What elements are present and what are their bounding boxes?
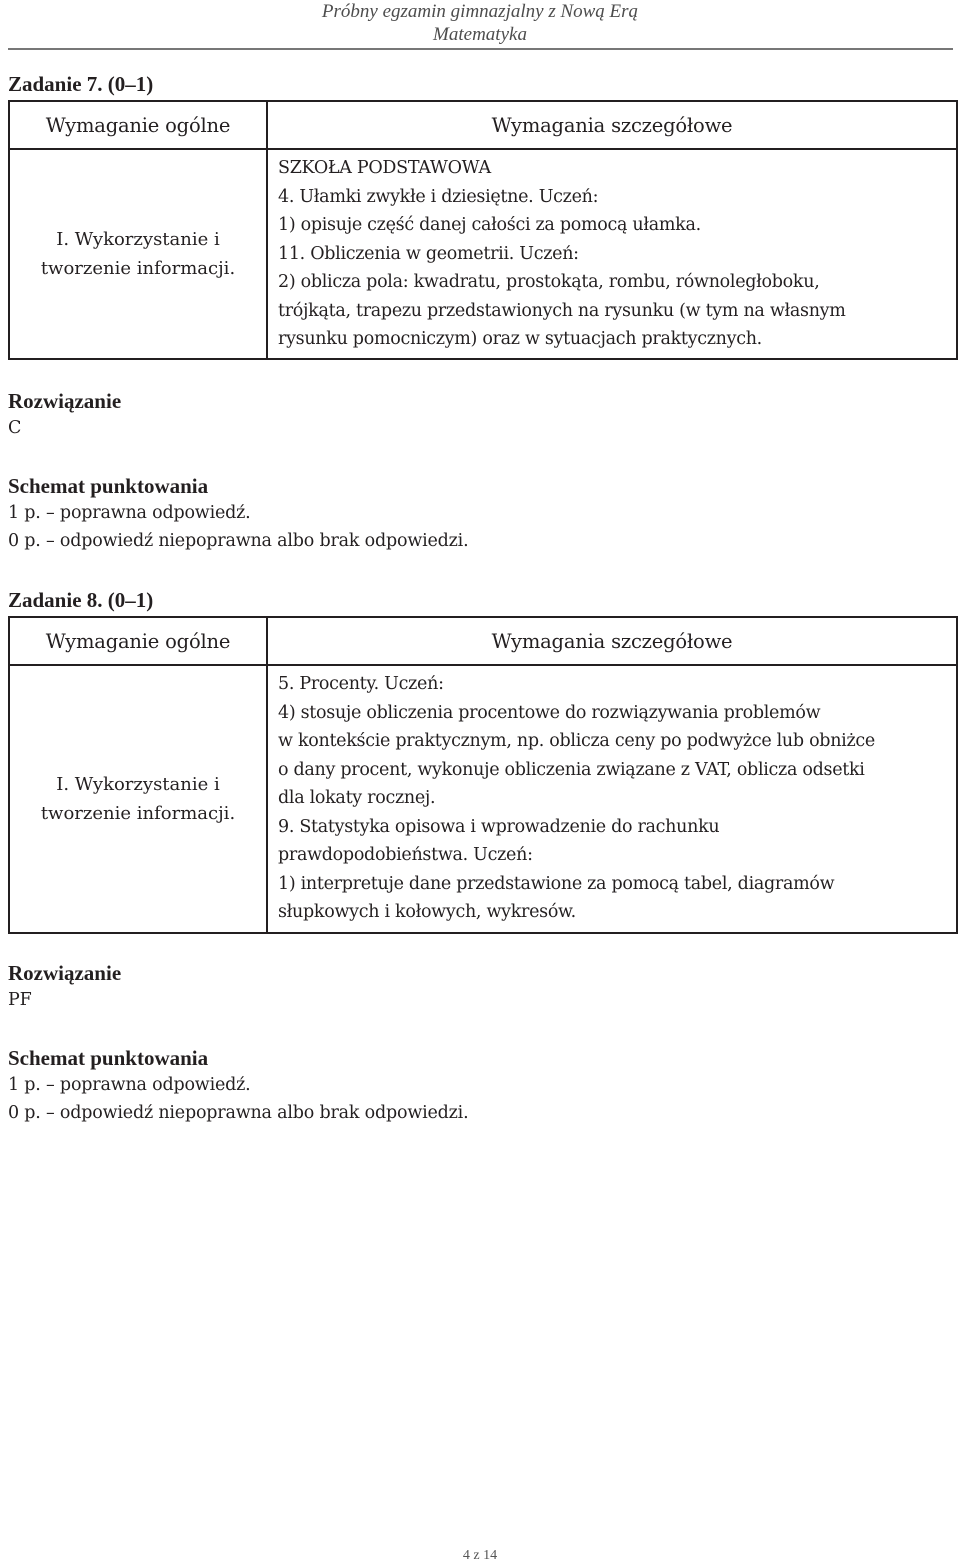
page-number: 4 z 14 [462,1548,498,1563]
solution-label: Rozwiązanie [8,389,122,413]
task-7-scoring [8,473,468,555]
task-7-requirements-table [8,100,958,360]
column-header-detailed: Wymagania szczegółowe [267,101,957,149]
task-7-title: Zadanie 7. (0–1) [8,72,154,96]
column-header-general: Wymaganie ogólne [9,101,267,149]
scoring-line: 0 p. – odpowiedź niepoprawna albo brak odpowiedzi. [8,1103,469,1123]
detailed-requirements: 5. Procenty. Uczeń: 4) stosuje obliczenia procentowe do rozwiązywania problemów w kontekście praktycznym, np. oblicza ceny po podwyżce lub obniżce o dany procent, wykonuje obliczenia związane z VAT, oblicza odsetki dla lokaty rocznej. 9. Statystyka opisowa i wprowadzenie do rachunku prawdopodobieństwa. Uczeń: 1) interpretuje dane przedstawione za pomocą tabel, diagramów słupkowych i kołowych, wykresów. [267,665,957,933]
header-divider [8,48,953,50]
scoring-label: Schemat punktowania [8,474,209,498]
general-requirement: I. Wykorzystanie i tworzenie informacji. [9,149,267,359]
solution-answer: C [8,418,22,438]
task-8-requirements-table [8,616,958,934]
scoring-line: 1 p. – poprawna odpowiedź. [8,503,251,523]
general-requirement: I. Wykorzystanie i tworzenie informacji. [9,665,267,933]
scoring-label: Schemat punktowania [8,1046,209,1070]
task-8-scoring [8,1045,468,1127]
exam-title: Próbny egzamin gimnazjalny z Nową Erą [321,1,639,22]
column-header-detailed: Wymagania szczegółowe [267,617,957,665]
scoring-line: 0 p. – odpowiedź niepoprawna albo brak odpowiedzi. [8,531,469,551]
task-8-title: Zadanie 8. (0–1) [8,588,154,612]
scoring-line: 1 p. – poprawna odpowiedź. [8,1075,251,1095]
solution-label: Rozwiązanie [8,961,122,985]
task-7-solution [8,388,121,442]
column-header-general: Wymaganie ogólne [9,617,267,665]
solution-answer: PF [8,990,32,1010]
page-header [0,0,960,46]
detailed-requirements: SZKOŁA PODSTAWOWA 4. Ułamki zwykłe i dziesiętne. Uczeń: 1) opisuje część danej całości za pomocą ułamka. 11. Obliczenia w geometrii. Uczeń: 2) oblicza pola: kwadratu, prostokąta, rombu, równoległoboku, trójkąta, trapezu przedstawionych na rysunku (w tym na własnym rysunku pomocniczym) oraz w sytuacjach praktycznych. [267,149,957,359]
subject-title: Matematyka [433,24,527,45]
task-8-solution [8,960,121,1014]
